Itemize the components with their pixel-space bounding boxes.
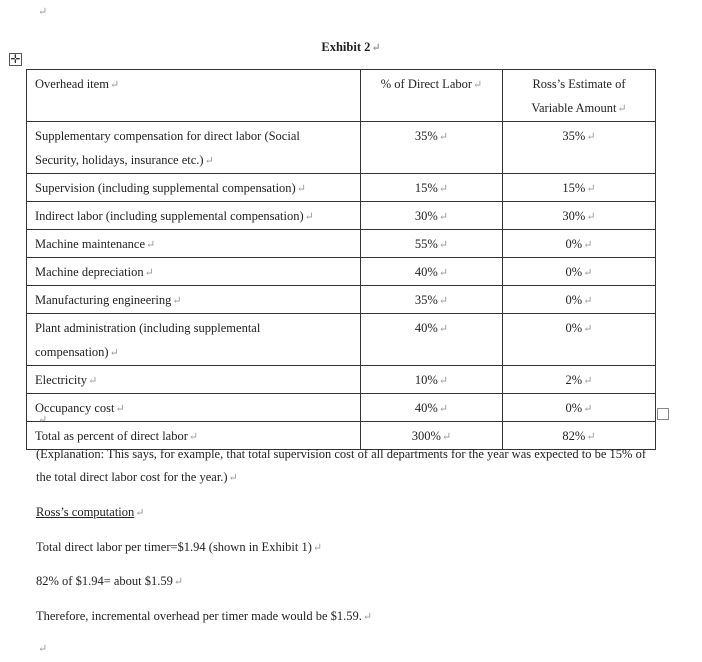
- table-row: [27, 366, 656, 394]
- header-ross-estimate: Ross’s Estimate of Variable Amount↵: [503, 70, 656, 122]
- overhead-item-cell: Plant administration (including supplemental compensation)↵: [27, 314, 361, 366]
- table-resize-handle[interactable]: [657, 408, 669, 420]
- estimate-cell: 0%↵: [503, 394, 656, 422]
- estimate-cell: 30%↵: [503, 202, 656, 230]
- overhead-item-cell: Supervision (including supplemental compensation)↵: [27, 174, 361, 202]
- table-header-row: [27, 70, 656, 122]
- pct-cell: 35%↵: [361, 122, 503, 174]
- estimate-cell: 0%↵: [503, 314, 656, 366]
- pct-cell: 15%↵: [361, 174, 503, 202]
- table-row: [27, 202, 656, 230]
- table-row: [27, 394, 656, 422]
- estimate-cell: 0%↵: [503, 230, 656, 258]
- direct-labor-line: Total direct labor per timer=$1.94 (shown in Exhibit 1)↵: [36, 540, 323, 554]
- paragraph-mark: ↵: [38, 414, 48, 426]
- pct-cell: 40%↵: [361, 394, 503, 422]
- bottom-paragraph-mark: ↵: [38, 643, 48, 655]
- table-row: [27, 122, 656, 174]
- estimate-cell: 35%↵: [503, 122, 656, 174]
- overhead-item-cell: Electricity↵: [27, 366, 361, 394]
- percentage-line: 82% of $1.94= about $1.59↵: [36, 574, 184, 588]
- pct-cell: 40%↵: [361, 258, 503, 286]
- estimate-cell: 82%↵: [503, 422, 656, 450]
- table-row: [27, 174, 656, 202]
- overhead-item-cell: Total as percent of direct labor↵: [27, 422, 361, 450]
- table-move-handle-icon[interactable]: ✛: [10, 52, 21, 66]
- pct-cell: 30%↵: [361, 202, 503, 230]
- table-row: [27, 258, 656, 286]
- estimate-cell: 2%↵: [503, 366, 656, 394]
- pct-cell: 300%↵: [361, 422, 503, 450]
- overhead-item-cell: Occupancy cost↵: [27, 394, 361, 422]
- overhead-item-cell: Supplementary compensation for direct labor (Social Security, holidays, insurance etc.)↵: [27, 122, 361, 174]
- pct-cell: 35%↵: [361, 286, 503, 314]
- table-row: [27, 314, 656, 366]
- estimate-cell: 15%↵: [503, 174, 656, 202]
- overhead-item-cell: Manufacturing engineering↵: [27, 286, 361, 314]
- header-overhead-item: Overhead item↵: [27, 70, 361, 122]
- overhead-item-cell: Indirect labor (including supplemental compensation)↵: [27, 202, 361, 230]
- overhead-item-cell: Machine depreciation↵: [27, 258, 361, 286]
- exhibit-title: Exhibit 2↵: [321, 40, 381, 54]
- table-row: [27, 286, 656, 314]
- estimate-cell: 0%↵: [503, 286, 656, 314]
- explanation-paragraph: (Explanation: This says, for example, that total supervision cost of all departments for the year was expected to be 15% of the total direct labor cost for the year.)↵: [36, 447, 647, 484]
- pct-cell: 55%↵: [361, 230, 503, 258]
- conclusion-line: Therefore, incremental overhead per timer made would be $1.59.↵: [36, 609, 373, 623]
- estimate-cell: 0%↵: [503, 258, 656, 286]
- computation-heading: Ross’s computation↵: [36, 505, 145, 519]
- pct-cell: 10%↵: [361, 366, 503, 394]
- overhead-item-cell: Machine maintenance↵: [27, 230, 361, 258]
- pct-cell: 40%↵: [361, 314, 503, 366]
- table-row: [27, 230, 656, 258]
- overhead-table: [26, 69, 656, 450]
- header-pct-direct-labor: % of Direct Labor↵: [361, 70, 503, 122]
- top-paragraph-mark: ↵: [38, 6, 48, 18]
